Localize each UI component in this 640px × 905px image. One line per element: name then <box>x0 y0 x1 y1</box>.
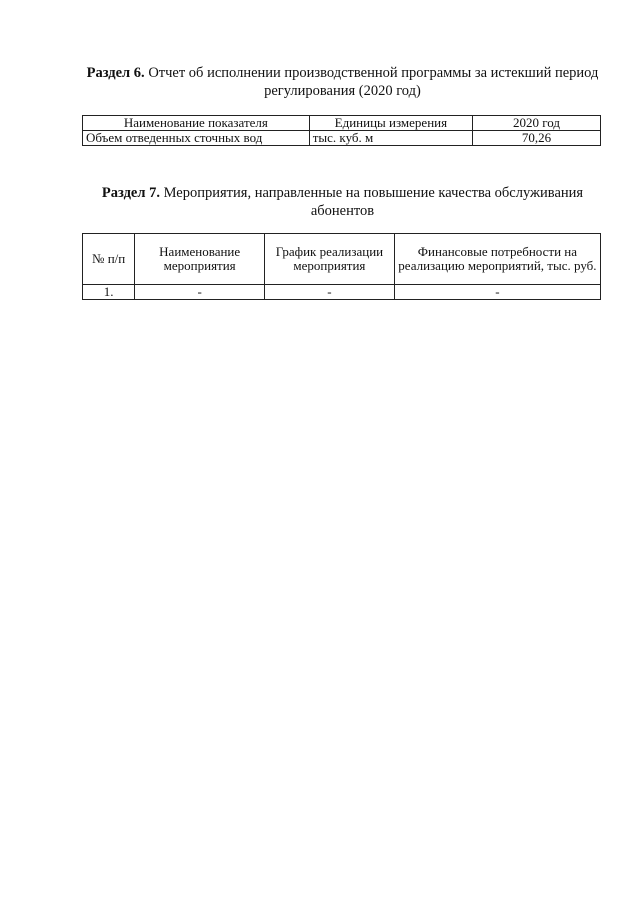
table-header-row <box>83 234 601 285</box>
table-cell-unit: тыс. куб. м <box>309 131 472 146</box>
section-6-label: Раздел 6. <box>86 65 145 81</box>
column-header-unit: Единицы измерения <box>309 116 472 131</box>
table-cell-value: 70,26 <box>473 131 601 146</box>
table-cell-measure-name: - <box>135 285 265 300</box>
table-cell-financial-needs: - <box>394 285 600 300</box>
table-cell-indicator: Объем отведенных сточных вод <box>83 131 310 146</box>
table-header-row <box>83 116 601 131</box>
column-header-number: № п/п <box>83 234 135 285</box>
column-header-indicator: Наименование показателя <box>83 116 310 131</box>
table-row <box>83 131 601 146</box>
column-header-financial-needs: Финансовые потребности на реализацию мероприятий, тыс. руб. <box>394 234 600 285</box>
column-header-measure-name: Наименование мероприятия <box>135 234 265 285</box>
section-7-label: Раздел 7. <box>101 185 160 201</box>
column-header-schedule: График реализации мероприятия <box>265 234 395 285</box>
section-6-title: Отчет об исполнении производственной программы за истекший период регулирования (2020 год) <box>148 65 599 99</box>
table-row <box>83 285 601 300</box>
section-6-table <box>82 115 601 146</box>
section-7-title: Мероприятия, направленные на повышение качества обслуживания абонентов <box>163 185 584 219</box>
section-7-heading <box>80 184 605 220</box>
section-6-heading <box>80 64 605 100</box>
table-cell-number: 1. <box>83 285 135 300</box>
table-cell-schedule: - <box>265 285 395 300</box>
column-header-year: 2020 год <box>473 116 601 131</box>
section-7-table <box>82 233 601 300</box>
